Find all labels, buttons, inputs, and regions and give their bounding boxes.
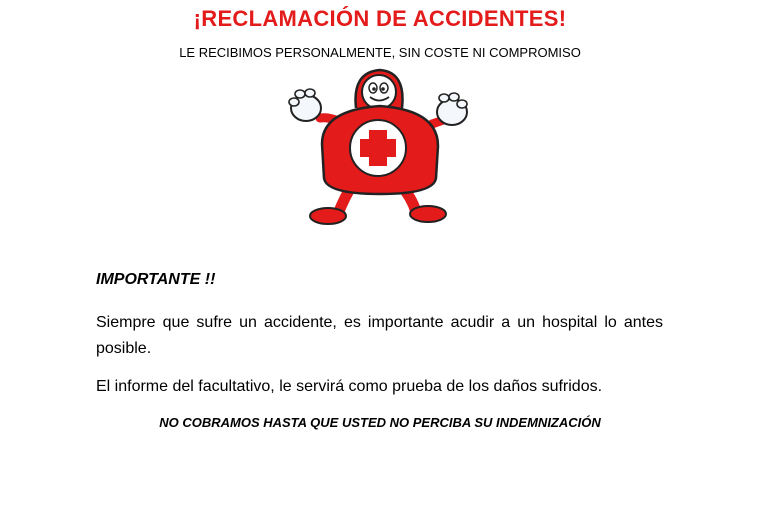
first-aid-bag-mascot-icon bbox=[282, 66, 472, 228]
paragraph-hospital: Siempre que sufre un accidente, es importante acudir a un hospital lo antes posible. bbox=[96, 314, 663, 357]
page-title: ¡RECLAMACIÓN DE ACCIDENTES! bbox=[193, 6, 567, 31]
paragraph-medical-report: El informe del facultativo, le servirá como prueba de los daños sufridos. bbox=[96, 378, 603, 395]
important-heading: IMPORTANTE !! bbox=[96, 271, 216, 288]
payment-note: NO COBRAMOS HASTA QUE USTED NO PERCIBA SU INDEMNIZACIÓN bbox=[159, 415, 601, 430]
page-subtitle: LE RECIBIMOS PERSONALMENTE, SIN COSTE NI COMPROMISO bbox=[179, 45, 581, 60]
